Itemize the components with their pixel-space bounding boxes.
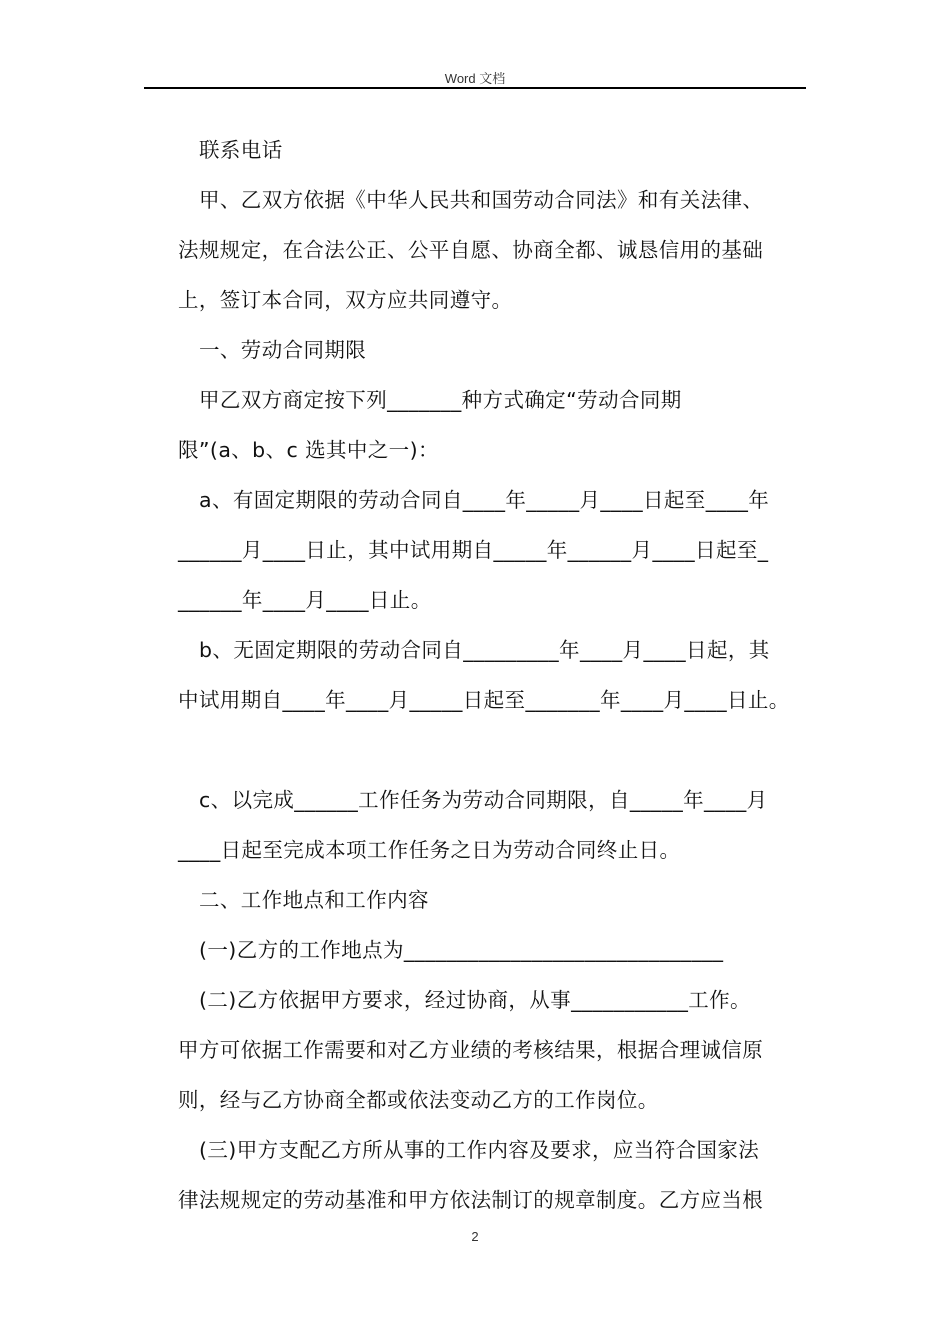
paragraph-line: 甲、乙双方依据《中华人民共和国劳动合同法》和有关法律、 xyxy=(199,188,764,212)
header-divider xyxy=(144,87,806,89)
paragraph-line: 甲乙双方商定按下列_______种方式确定“劳动合同期 xyxy=(199,388,682,412)
section-heading-work-place-content: 二、工作地点和工作内容 xyxy=(199,888,429,912)
section-heading-contract-term: 一、劳动合同期限 xyxy=(199,338,367,362)
option-a-line: a、有固定期限的劳动合同自____年_____月____日起至____年 xyxy=(199,488,770,512)
paragraph-line-contact-phone: 联系电话 xyxy=(199,138,283,162)
option-b-line: b、无固定期限的劳动合同自_________年____月____日起，其 xyxy=(199,638,770,662)
clause-2-line: (二)乙方依据甲方要求，经过协商，从事___________工作。 xyxy=(199,988,751,1012)
document-header-title: Word 文档 xyxy=(444,71,506,86)
clause-3-line: (三)甲方支配乙方所从事的工作内容及要求，应当符合国家法 xyxy=(199,1138,760,1162)
option-c-line: c、以完成______工作任务为劳动合同期限，自_____年____月 xyxy=(199,788,768,812)
option-c-line: ____日起至完成本项工作任务之日为劳动合同终止日。 xyxy=(178,838,681,862)
clause-2-line: 甲方可依据工作需要和对乙方业绩的考核结果，根据合理诚信原 xyxy=(178,1038,764,1062)
option-a-line: ______月____日止，其中试用期自_____年______月____日起至_ xyxy=(178,538,769,562)
clause-1-line: (一)乙方的工作地点为______________________________ xyxy=(199,938,724,962)
clause-3-line: 律法规规定的劳动基准和甲方依法制订的规章制度。乙方应当根 xyxy=(178,1188,764,1212)
page-number: 2 xyxy=(471,1229,479,1244)
paragraph-line: 限”(a、b、c 选其中之一)： xyxy=(178,438,439,462)
option-a-line: ______年____月____日止。 xyxy=(178,588,432,612)
clause-2-line: 则，经与乙方协商全都或依法变动乙方的工作岗位。 xyxy=(178,1088,659,1112)
paragraph-line: 法规规定，在合法公正、公平自愿、协商全都、诚恳信用的基础 xyxy=(178,238,764,262)
paragraph-line: 上，签订本合同，双方应共同遵守。 xyxy=(178,288,513,312)
option-b-line: 中试用期自____年____月_____日起至_______年____月____日止。 xyxy=(178,688,790,712)
